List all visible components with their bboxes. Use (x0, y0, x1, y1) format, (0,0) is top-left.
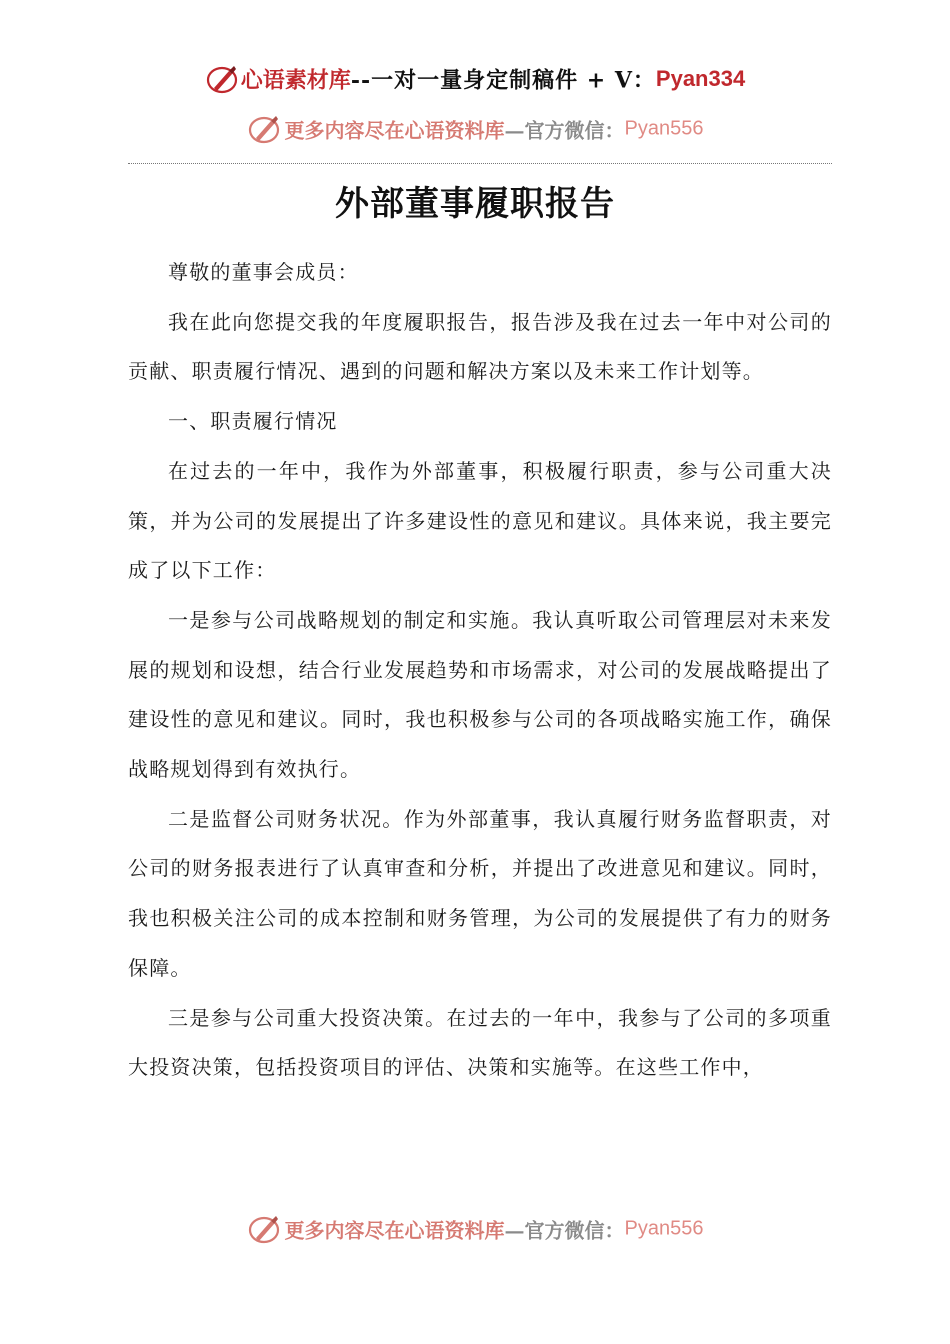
slogan-text: --一对一量身定制稿件 + V： (350, 67, 656, 94)
document-title: 外部董事履职报告 (335, 184, 615, 224)
paragraph: 一是参与公司战略规划的制定和实施。我认真听取公司管理层对未来发展的规划和设想，结合行业发展趋势和市场需求，对公司的发展战略提出了建设性的意见和建议。同时，我也积极参与公司的各项战略实施工作，确保战略规划得到有效执行。 (128, 607, 832, 782)
promo-wechat-id: Pyan556 (624, 1217, 704, 1240)
pen-logo-icon (247, 1212, 281, 1246)
document-body (128, 248, 832, 1093)
promo-wechat-label: —官方微信： (504, 1218, 625, 1243)
promo-wechat-id: Pyan556 (624, 117, 704, 140)
promo-wechat-label: —官方微信： (504, 118, 625, 143)
promo-text: 更多内容尽在心语资料库 (284, 118, 505, 143)
salutation: 尊敬的董事会成员： (168, 260, 359, 284)
header-divider (128, 163, 832, 164)
paragraph: 我在此向您提交我的年度履职报告，报告涉及我在过去一年中对公司的贡献、职责履行情况、遇到的问题和解决方案以及未来工作计划等。 (128, 309, 832, 384)
section-heading: 一、职责履行情况 (168, 409, 338, 434)
paragraph: 在过去的一年中，我作为外部董事，积极履行职责，参与公司重大决策，并为公司的发展提出了许多建设性的意见和建议。具体来说，我主要完成了以下工作： (128, 458, 832, 583)
promo-banner-bottom (0, 1212, 950, 1246)
promo-text: 更多内容尽在心语资料库 (284, 1218, 505, 1243)
contact-id: Pyan334 (655, 66, 746, 91)
pen-logo-icon (205, 62, 239, 96)
paragraph: 二是监督公司财务状况。作为外部董事，我认真履行财务监督职责，对公司的财务报表进行了认真审查和分析，并提出了改进意见和建议。同时，我也积极关注公司的成本控制和财务管理，为公司的发展提供了有力的财务保障。 (128, 806, 832, 980)
pen-logo-icon (247, 112, 281, 146)
brand-name: 心语素材库 (240, 67, 351, 94)
header-banner (0, 62, 950, 96)
paragraph: 三是参与公司重大投资决策。在过去的一年中，我参与了公司的多项重大投资决策，包括投资项目的评估、决策和实施等。在这些工作中， (128, 1005, 832, 1080)
promo-banner-top (0, 112, 950, 146)
